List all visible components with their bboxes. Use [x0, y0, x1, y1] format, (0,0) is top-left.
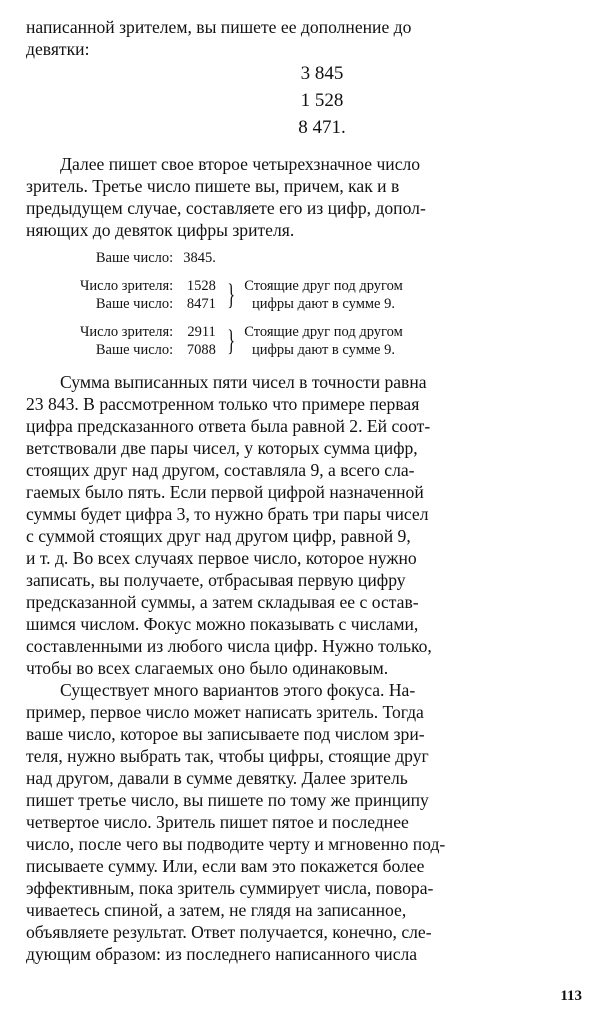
calc-value: 3845.: [183, 250, 216, 266]
number-line: 3 845: [300, 63, 344, 84]
calc-label: Ваше число:: [95, 296, 174, 312]
brace-icon: }: [227, 324, 235, 357]
paragraph-2: Далее пишет свое второе четырехзначное число зритель. Третье число пишете вы, причем, как и в предыдущем случае, составляете его из цифр, допол- няющих до девяток цифры зрителя.: [26, 154, 426, 240]
book-page: [26, 16, 582, 965]
calculation-table: [80, 249, 403, 359]
page-number: 113: [560, 988, 582, 1004]
calc-value: 7088: [186, 342, 216, 358]
paragraph-4: Существует много вариантов этого фокуса. На- пример, первое число может написать зритель. Тогда ваше число, которое вы записываете под числом зри- теля, нужно выбрать так, чтобы цифры, стоящие друг над другом, давали в сумме девятку. Далее зритель пишет третье число, вы пишете по тому же принципу четвертое число. Зритель пишет пятое и последнее число, после чего вы подводите черту и мгновенно под- писываете сумму. Или, если вам это покажется более эффективным, пока зритель суммирует числа, повора- чиваетесь спиной, а затем, не глядя на записанное, объявляете результат. Ответ получается, конечно, сле- дующим образом: из последнего написанного числа: [26, 680, 446, 964]
number-line: 1 528: [300, 90, 344, 111]
calc-label: Число зрителя:: [80, 324, 174, 340]
calc-value: 1528: [186, 278, 216, 294]
calc-note: Стоящие друг под другом цифры дают в сумме 9.: [244, 324, 403, 358]
calc-label: Ваше число:: [95, 342, 174, 358]
intro-paragraph: написанной зрителем, вы пишете ее дополнение до девятки:: [26, 17, 412, 59]
paragraph-3: Сумма выписанных пяти чисел в точности равна 23 843. В рассмотренном только что примере первая цифра предсказанного ответа была равной 2. Ей соот- ветствовали две пары чисел, у которых сумма цифр, стоящих друг над другом, составляла 9, а всего сла- гаемых было пять. Если первой цифрой назначенной суммы будет цифра 3, то нужно брать три пары чисел с суммой стоящих друг над другом цифр, равной 9, и т. д. Во всех случаях первое число, которое нужно записать, вы получаете, отбрасывая первую цифру предсказанной суммы, а затем складывая ее с остав- шимся числом. Фокус можно показывать с числами, составленными из любого числа цифр. Нужно только, чтобы во всех слагаемых оно было одинаковым.: [26, 372, 432, 678]
example-numbers: [26, 60, 582, 141]
calc-note: Стоящие друг под другом цифры дают в сумме 9.: [244, 278, 403, 312]
calc-value: 2911: [187, 324, 216, 340]
brace-icon: }: [227, 278, 235, 311]
calc-value: 8471: [186, 296, 216, 312]
calc-label: Ваше число:: [95, 250, 174, 266]
calc-label: Число зрителя:: [80, 278, 174, 294]
number-line: 8 471.: [298, 117, 346, 138]
